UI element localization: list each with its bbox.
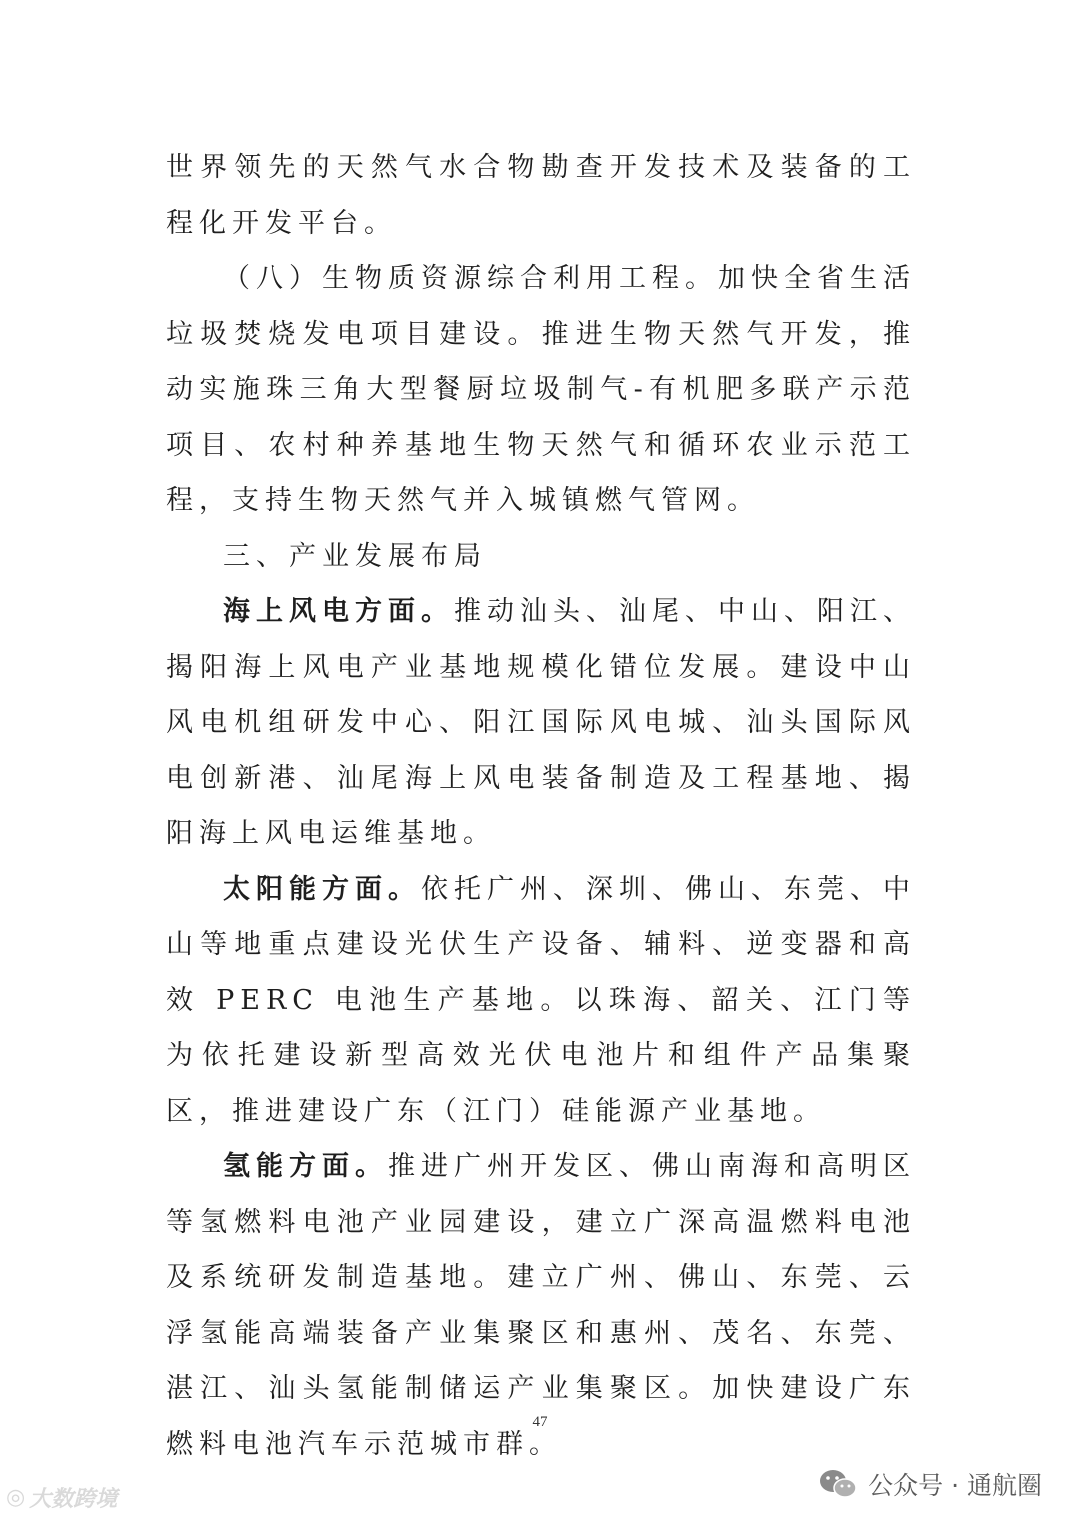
text-hydrogen: 推进广州开发区、佛山南海和高明区等氢燃料电池产业园建设，建立广深高温燃料电池及系统研发制造基地。建立广州、佛山、东莞、云浮氢能高端装备产业集聚区和惠州、茂名、东莞、湛江、汕头氢能制储运产业集聚区。加快建设广东燃料电池汽车示范城市群。 xyxy=(166,1151,916,1460)
document-body xyxy=(166,140,916,1472)
lead-offshore-wind: 海上风电方面。 xyxy=(223,596,454,627)
lead-solar: 太阳能方面。 xyxy=(223,873,421,905)
watermark-left-text: 大数跨境 xyxy=(29,1487,118,1512)
lead-hydrogen: 氢能方面。 xyxy=(223,1151,388,1182)
watermark-right-text: 公众号 · 通航圈 xyxy=(868,1471,1042,1500)
paragraph-biomass: （八）生物质资源综合利用工程。加快全省生活垃圾焚烧发电项目建设。推进生物天然气开发，推动实施珠三角大型餐厨垃圾制气-有机肥多联产示范项目、农村种养基地生物天然气和循环农业示范工程，支持生物天然气并入城镇燃气管网。 xyxy=(166,263,916,516)
text-solar: 依托广州、深圳、佛山、东莞、中山等地重点建设光伏生产设备、辅料、逆变器和高效 PERC 电池生产基地。以珠海、韶关、江门等为依托建设新型高效光伏电池片和组件产品集聚区，推进建设广东（江门）硅能源产业基地。 xyxy=(166,873,916,1127)
watermark-right xyxy=(818,1466,1042,1502)
text-offshore-wind: 推动汕头、汕尾、中山、阳江、揭阳海上风电产业基地规模化错位发展。建设中山风电机组研发中心、阳江国际风电城、汕头国际风电创新港、汕尾海上风电装备制造及工程基地、揭阳海上风电运维基地。 xyxy=(166,596,916,849)
paragraph-offshore-wind xyxy=(166,584,916,862)
section-heading: 三、产业发展布局 xyxy=(223,540,487,572)
watermark-logo-icon: ◎ xyxy=(6,1485,26,1510)
paragraph-solar xyxy=(166,862,916,1140)
paragraph-continuation: 世界领先的天然气水合物勘查开发技术及装备的工程化开发平台。 xyxy=(166,152,916,239)
watermark-left xyxy=(6,1482,117,1513)
wechat-icon xyxy=(818,1467,858,1501)
page-number: 47 xyxy=(532,1414,548,1430)
